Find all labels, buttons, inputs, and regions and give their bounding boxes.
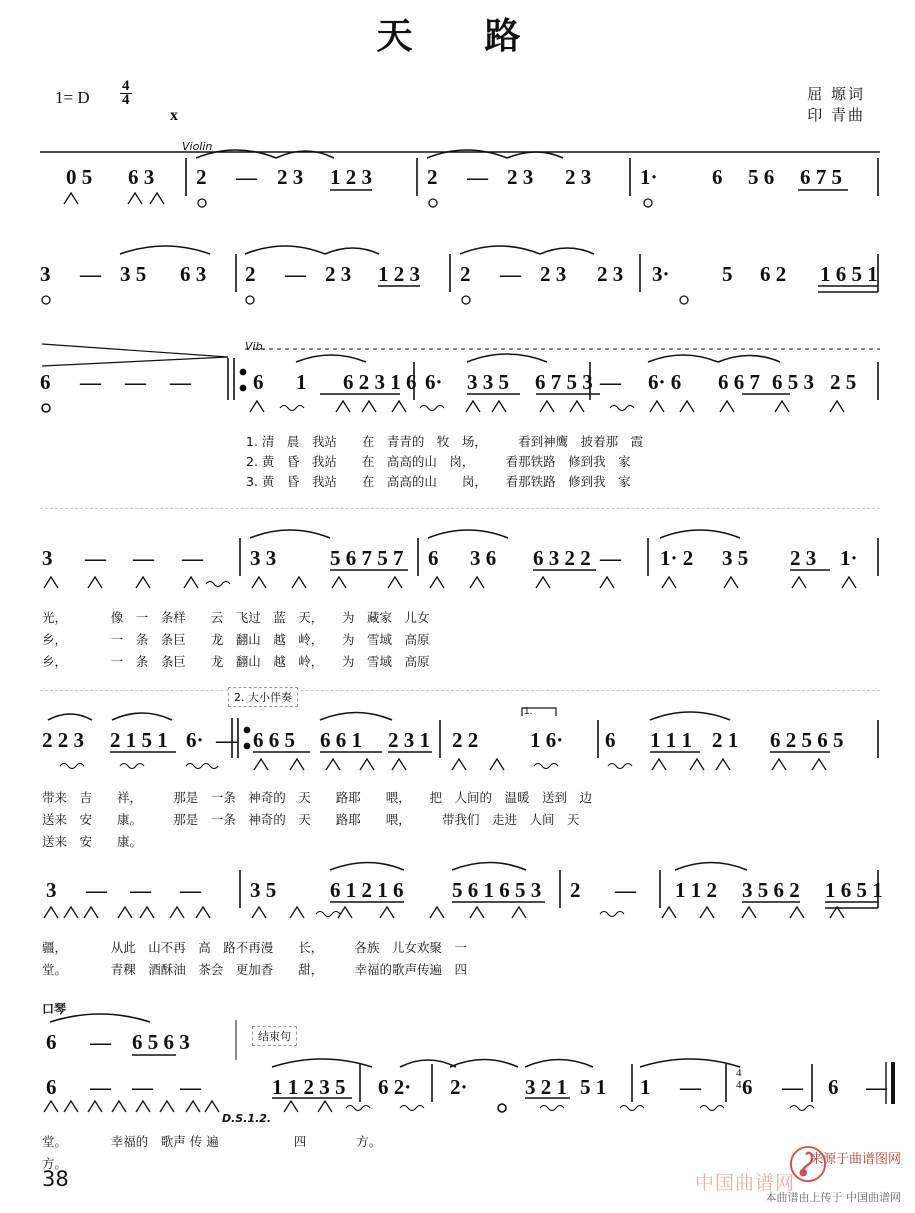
note-group: 2 3 1 (388, 728, 430, 752)
note-group: 1 2 3 (378, 262, 420, 286)
note-group: 6 2 (760, 262, 787, 286)
note-group: 3 2 1 (525, 1075, 567, 1099)
note-group: 6 (40, 370, 51, 394)
note-group: 3 5 6 2 (742, 878, 800, 902)
note-group: 6 3 (180, 262, 207, 286)
note-group: 6· (186, 728, 204, 752)
lyric-line: 疆， 从此 山不再 高 路不再漫 长， 各族 儿女欢聚 一 (42, 940, 468, 955)
note-group: 1 (640, 1075, 651, 1099)
source-note: 来源于曲谱图网 (809, 1152, 901, 1167)
note-group: 2 (570, 878, 581, 902)
note-group: 1 1 1 (650, 728, 692, 752)
accompaniment-mark: 2. 大小伴奏 (228, 687, 298, 707)
note-group: 2 (460, 262, 471, 286)
note-group: 3 (42, 546, 53, 570)
lyric-line: 送来 安 康。 那是 一条 神奇的 天 路耶 喂， 带我们 走进 人间 天 (42, 812, 580, 827)
lyric-text: 清 晨 我站 在 青青的 牧 场， 看到神鹰 披着那 霞 (261, 434, 644, 449)
note-group: 1 6· (530, 728, 564, 752)
watermark: 中国曲谱网 (694, 1172, 795, 1194)
note-group: 3 (46, 878, 57, 902)
note-group: — (180, 878, 201, 902)
note-group: — (182, 546, 203, 570)
note-group: 6 6 1 (320, 728, 362, 752)
note-group: 1· (840, 546, 858, 570)
lyric-line: 乡， 一 条 条巨 龙 翻山 越 岭， 为 雪域 高原 (42, 654, 430, 669)
note-group: 5 6 1 6 5 3 (452, 878, 542, 902)
note-group: 2 2 3 (42, 728, 84, 752)
note-group: 3 5 (120, 262, 147, 286)
note-group: 3 (40, 262, 51, 286)
svg-text:4: 4 (736, 1079, 742, 1091)
note-group: 3 3 5 (467, 370, 509, 394)
note-group: 1· (640, 165, 658, 189)
note-group: 2 (196, 165, 207, 189)
note-group: 2 1 (712, 728, 739, 752)
note-group: 5 6 7 5 7 (330, 546, 404, 570)
lyric-line: 送来 安 康。 (42, 834, 143, 849)
note-group: 3 5 (250, 878, 277, 902)
note-group: — (90, 1030, 111, 1054)
note-group: 2 3 (790, 546, 817, 570)
note-group: 6 (828, 1075, 839, 1099)
note-group: 2 3 (325, 262, 352, 286)
note-group: — (132, 1075, 153, 1099)
note-group: 6 (742, 1075, 753, 1099)
note-group: 5 (722, 262, 733, 286)
vib-mark: Vib. (245, 340, 267, 353)
svg-text:1.: 1. (524, 706, 533, 717)
note-group: 2 (427, 165, 438, 189)
note-group: 6 2· (378, 1075, 412, 1099)
lyric-line (246, 472, 631, 490)
note-group: — (680, 1075, 701, 1099)
note-group: 6 (46, 1075, 57, 1099)
lyric-line: 乡， 一 条 条巨 龙 翻山 越 岭， 为 雪域 高原 (42, 632, 430, 647)
note-group: 2 5 (830, 370, 857, 394)
note-group: 6 5 6 3 (132, 1030, 190, 1054)
note-group: 6 (253, 370, 264, 394)
note-group: — (130, 878, 151, 902)
note-group: 2 2 (452, 728, 479, 752)
lyric-line: 方。 (42, 1156, 68, 1171)
note-group: 1 1 2 3 5 (272, 1075, 346, 1099)
ending-phrase-mark: 结束句 (252, 1026, 297, 1046)
note-group: — (170, 370, 191, 394)
note-group: — (80, 370, 101, 394)
note-group: 6 7 5 (800, 165, 842, 189)
time-signature-denominator: 4 (122, 92, 130, 108)
note-group: 2 3 (540, 262, 567, 286)
lyric-number: 2. (246, 454, 258, 469)
note-group: — (125, 370, 146, 394)
note-group: 6· (425, 370, 443, 394)
note-group: 3 5 (722, 546, 749, 570)
note-group: — (782, 1075, 803, 1099)
note-group: 3 3 (250, 546, 277, 570)
note-group: 6 (428, 546, 439, 570)
system-divider (40, 508, 880, 509)
note-group: 3· (652, 262, 670, 286)
note-group: 1 (296, 370, 307, 394)
time-signature (120, 80, 132, 107)
svg-text:4: 4 (736, 1067, 742, 1079)
note-group: — (216, 728, 237, 752)
note-group: — (133, 546, 154, 570)
note-group: 0 5 (66, 165, 93, 189)
lyric-number: 1. (246, 434, 258, 449)
note-group: 6 3 (128, 165, 155, 189)
note-group: 1· 2 (660, 546, 694, 570)
note-group: 3 6 (470, 546, 497, 570)
note-group: — (615, 878, 636, 902)
note-group: 2 (245, 262, 256, 286)
note-group: 6 (46, 1030, 57, 1054)
key-signature: 1= D (55, 88, 90, 107)
note-group: — (236, 165, 257, 189)
note-group: — (285, 262, 306, 286)
note-group: 1 6 5 1 (820, 262, 878, 286)
note-group: — (86, 878, 107, 902)
note-group: 2· (450, 1075, 468, 1099)
note-group: 2 3 (277, 165, 304, 189)
footnote: 本曲谱由上传于 中国曲谱网 (765, 1191, 901, 1204)
page-number: 38 (42, 1167, 69, 1191)
credits (807, 84, 865, 126)
note-group: 6 6 7 (718, 370, 760, 394)
site-logo-icon (789, 1145, 827, 1183)
lyric-text: 黄 昏 我站 在 高高的山 岗， 看那铁路 修到我 家 (261, 454, 631, 469)
note-group: 6 5 3 (772, 370, 814, 394)
lyric-number: 3. (246, 474, 258, 489)
note-group: 2 3 (565, 165, 592, 189)
note-group: — (600, 370, 621, 394)
note-group: — (90, 1075, 111, 1099)
note-group: 6 (712, 165, 723, 189)
note-group: 6 2 3 1 6 (343, 370, 417, 394)
note-group: 1 1 2 (675, 878, 717, 902)
note-group: 2 3 (597, 262, 624, 286)
time-signature-numerator: 4 (122, 78, 130, 94)
lyric-line: 光， 像 一 条样 云 飞过 蓝 天， 为 藏家 儿女 (42, 610, 430, 625)
dal-segno-mark: D.S.1.2. (222, 1112, 272, 1125)
lyricist: 屈 塬词 (807, 85, 865, 103)
system-divider (40, 690, 880, 691)
harmonica-mark: 口琴 (42, 1002, 67, 1016)
note-group: 6 3 2 2 (533, 546, 591, 570)
note-group: — (180, 1075, 201, 1099)
note-group: 1 2 3 (330, 165, 372, 189)
note-group: 6 7 5 3 (535, 370, 593, 394)
lyric-line: 带来 吉 祥， 那是 一条 神奇的 天 路耶 喂， 把 人间的 温暖 送到 边 (42, 790, 593, 805)
segno-icon: x (170, 107, 178, 124)
note-group: 6 1 2 1 6 (330, 878, 404, 902)
note-group: 2 3 (507, 165, 534, 189)
note-group: — (600, 546, 621, 570)
note-group: 6· 6 (648, 370, 682, 394)
lyric-text: 黄 昏 我站 在 高高的山 岗， 看那铁路 修到我 家 (261, 474, 631, 489)
note-group: 1 6 5 1 (825, 878, 883, 902)
page-title: 天 路 (376, 16, 539, 57)
note-group: — (500, 262, 521, 286)
lyric-line: 堂。 幸福的 歌声 传 遍 四 方。 (42, 1134, 382, 1149)
note-group: 6 6 5 (253, 728, 295, 752)
note-group: 5 6 (748, 165, 775, 189)
lyric-line (246, 432, 643, 450)
note-group: — (866, 1075, 887, 1099)
note-group: 2 1 5 1 (110, 728, 168, 752)
lyric-line: 堂。 青稞 酒酥油 茶会 更加香 甜， 幸福的歌声传遍 四 (42, 962, 468, 977)
note-group: 6 (605, 728, 616, 752)
note-group: — (467, 165, 488, 189)
note-group: — (80, 262, 101, 286)
composer: 印 青曲 (807, 106, 865, 124)
note-group: — (85, 546, 106, 570)
lyric-line (246, 452, 631, 470)
note-group: 6 2 5 6 5 (770, 728, 844, 752)
note-group: 5 1 (580, 1075, 607, 1099)
violin-mark: Violin (182, 140, 213, 153)
